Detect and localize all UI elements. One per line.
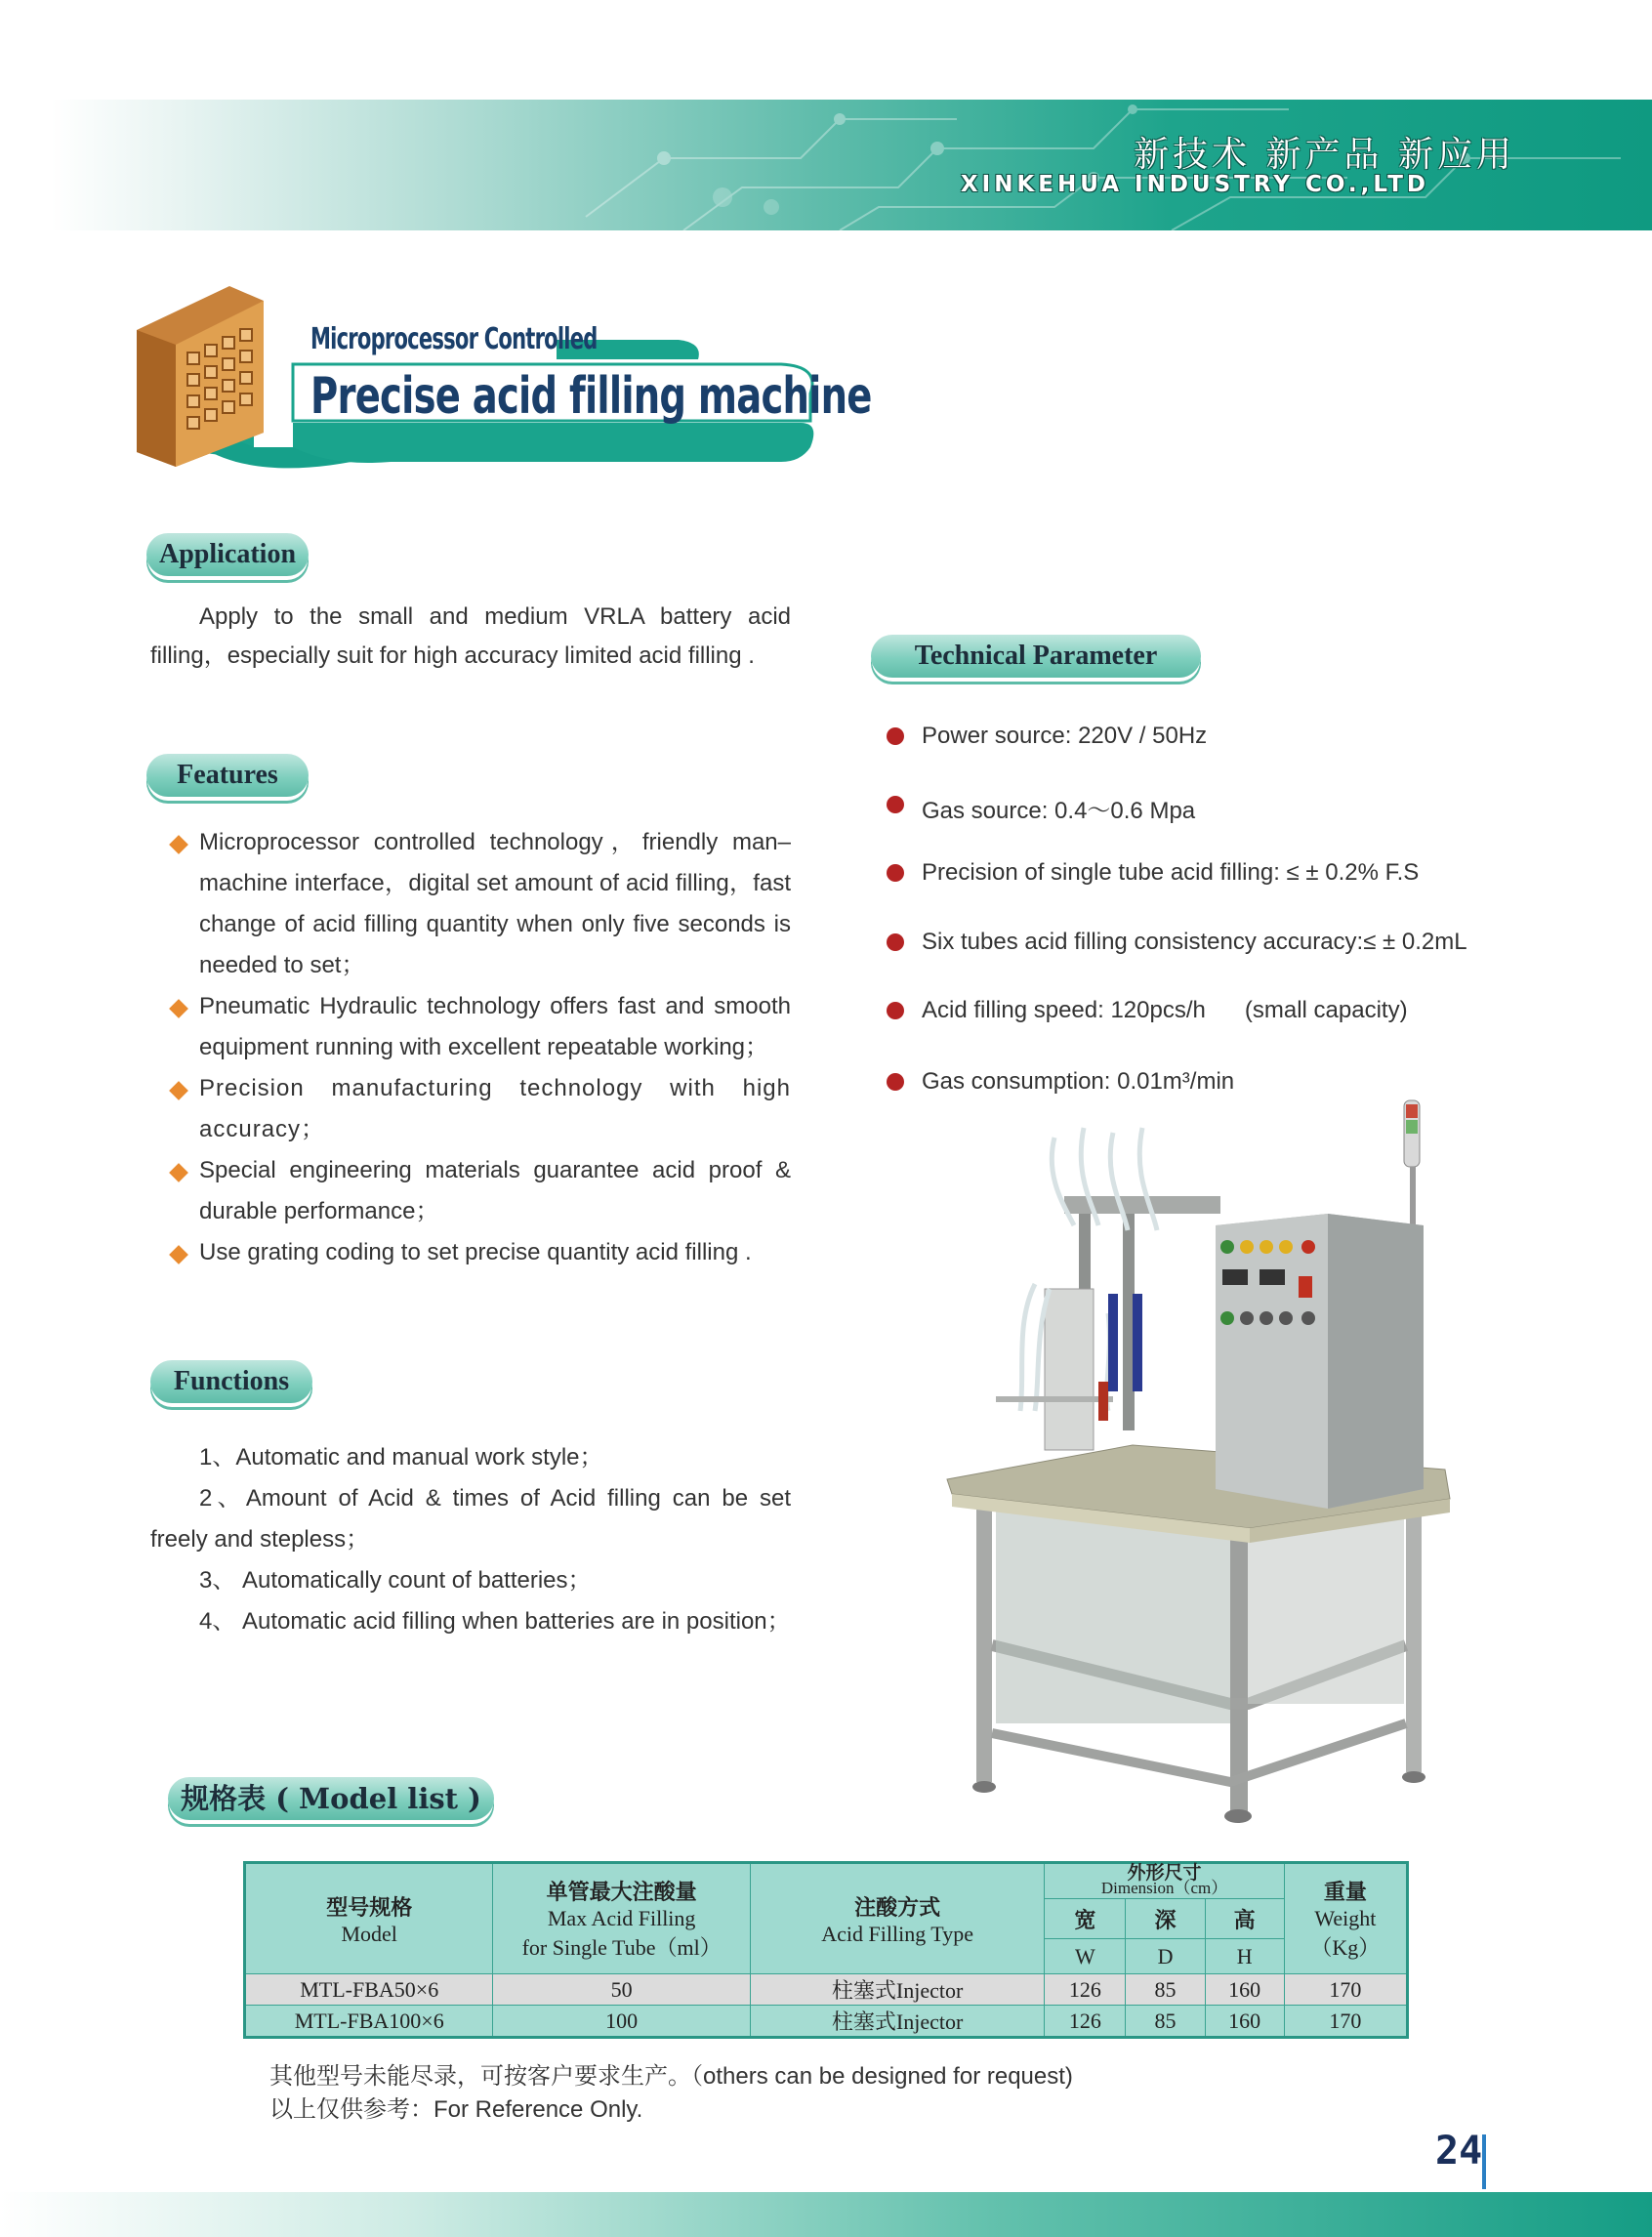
functions-heading: Functions xyxy=(150,1360,312,1403)
product-title: Precise acid filling machine xyxy=(310,367,872,426)
red-dot-bullet-icon xyxy=(887,1002,904,1019)
header-depth-en: D xyxy=(1126,1939,1205,1974)
diamond-bullet-icon xyxy=(169,1081,188,1100)
table-row xyxy=(245,2006,1408,2038)
company-name: XINKEHUA INDUSTRY CO.,LTD xyxy=(960,172,1429,197)
function-item: 3、 Automatically count of batteries； xyxy=(199,1567,592,1594)
cell-h: 160 xyxy=(1205,2006,1284,2038)
red-dot-bullet-icon xyxy=(887,864,904,882)
cell-model: MTL-FBA100×6 xyxy=(245,2006,493,2038)
cell-w: 126 xyxy=(1045,2006,1126,2038)
cell-weight: 170 xyxy=(1284,2006,1407,2038)
header-max-acid: 单管最大注酸量 Max Acid Filling for Single Tube（ml） xyxy=(493,1863,750,1974)
feature-item: Pneumatic Hydraulic technology offers fast and smooth equipment running with excellent repeatable working； xyxy=(166,986,791,1068)
model-spec-table xyxy=(243,1861,1409,2039)
table-row xyxy=(245,1974,1408,2006)
tech-param-item: Gas consumption: 0.01m³/min xyxy=(887,1068,1234,1096)
header-filling-type: 注酸方式 Acid Filling Type xyxy=(750,1863,1045,1974)
tech-param-item: Acid filling speed: 120pcs/h (small capacity) xyxy=(887,997,1408,1024)
header-width: 宽 xyxy=(1045,1898,1126,1939)
feature-item: Microprocessor controlled technology，friendly man–machine interface，digital set amount of acid filling，fast change of acid filling quantity when only five seconds is needed to set； xyxy=(166,822,791,986)
cell-w: 126 xyxy=(1045,1974,1126,2006)
product-subtitle: Microprocessor Controlled xyxy=(310,322,598,356)
diamond-bullet-icon xyxy=(169,1163,188,1182)
red-dot-bullet-icon xyxy=(887,796,904,813)
cell-model: MTL-FBA50×6 xyxy=(245,1974,493,2006)
table-note-others: 其他型号未能尽录，可按客户要求生产。（others can be designed for request) xyxy=(269,2063,1073,2090)
function-item: 1、Automatic and manual work style； xyxy=(199,1444,603,1471)
header-weight: 重量 Weight （Kg） xyxy=(1284,1863,1407,1974)
header-model: 型号规格 Model xyxy=(245,1863,493,1974)
page-number-bar xyxy=(1482,2134,1486,2189)
footer-banner xyxy=(0,2192,1652,2237)
cell-type: 柱塞式Injector xyxy=(750,1974,1045,2006)
red-dot-bullet-icon xyxy=(887,727,904,745)
features-heading: Features xyxy=(146,754,309,797)
cell-max: 50 xyxy=(493,1974,750,2006)
feature-item: Special engineering materials guarantee acid proof & durable performance； xyxy=(166,1150,791,1232)
header-slogan: 新技术 新产品 新应用 xyxy=(1134,135,1515,175)
tech-param-item: Power source: 220V / 50Hz xyxy=(887,723,1207,750)
application-text: Apply to the small and medium VRLA battery acid filling，especially suit for high accuracy limited acid filling . xyxy=(150,603,791,669)
table-note-reference: 以上仅供参考：For Reference Only. xyxy=(269,2096,643,2123)
function-item: 2、Amount of Acid & times of Acid filling can be set freely and stepless； xyxy=(150,1485,791,1553)
functions-list xyxy=(150,1437,791,1642)
header-height-en: H xyxy=(1205,1939,1284,1974)
header-width-en: W xyxy=(1045,1939,1126,1974)
tech-param-item: Precision of single tube acid filling: ≤ ± 0.2% F.S xyxy=(887,859,1419,887)
technical-heading: Technical Parameter xyxy=(871,635,1201,678)
tech-param-item: Gas source: 0.4～0.6 Mpa xyxy=(887,791,1195,825)
header-height: 高 xyxy=(1205,1898,1284,1939)
function-item: 4、 Automatic acid filling when batteries are in position； xyxy=(199,1608,791,1635)
cell-h: 160 xyxy=(1205,1974,1284,2006)
acid-filling-machine-photo xyxy=(937,1098,1465,1831)
cell-type: 柱塞式Injector xyxy=(750,2006,1045,2038)
diamond-bullet-icon xyxy=(169,835,188,854)
feature-item: Precision manufacturing technology with high accuracy； xyxy=(166,1068,791,1150)
model-list-heading: 规格表 ( Model list ) xyxy=(168,1777,494,1820)
cell-max: 100 xyxy=(493,2006,750,2038)
red-dot-bullet-icon xyxy=(887,1073,904,1091)
header-depth: 深 xyxy=(1126,1898,1205,1939)
red-dot-bullet-icon xyxy=(887,933,904,951)
cell-d: 85 xyxy=(1126,1974,1205,2006)
header-dimension: 外形尺寸 Dimension（cm） xyxy=(1045,1863,1284,1899)
feature-item: Use grating coding to set precise quantity acid filling . xyxy=(166,1232,791,1273)
diamond-bullet-icon xyxy=(169,999,188,1018)
diamond-bullet-icon xyxy=(169,1245,188,1264)
page-number: 24 xyxy=(1435,2129,1483,2174)
cell-d: 85 xyxy=(1126,2006,1205,2038)
application-heading: Application xyxy=(146,533,309,576)
tech-param-item: Six tubes acid filling consistency accuracy:≤ ± 0.2mL xyxy=(887,929,1467,956)
cell-weight: 170 xyxy=(1284,1974,1407,2006)
features-list xyxy=(166,822,791,1273)
